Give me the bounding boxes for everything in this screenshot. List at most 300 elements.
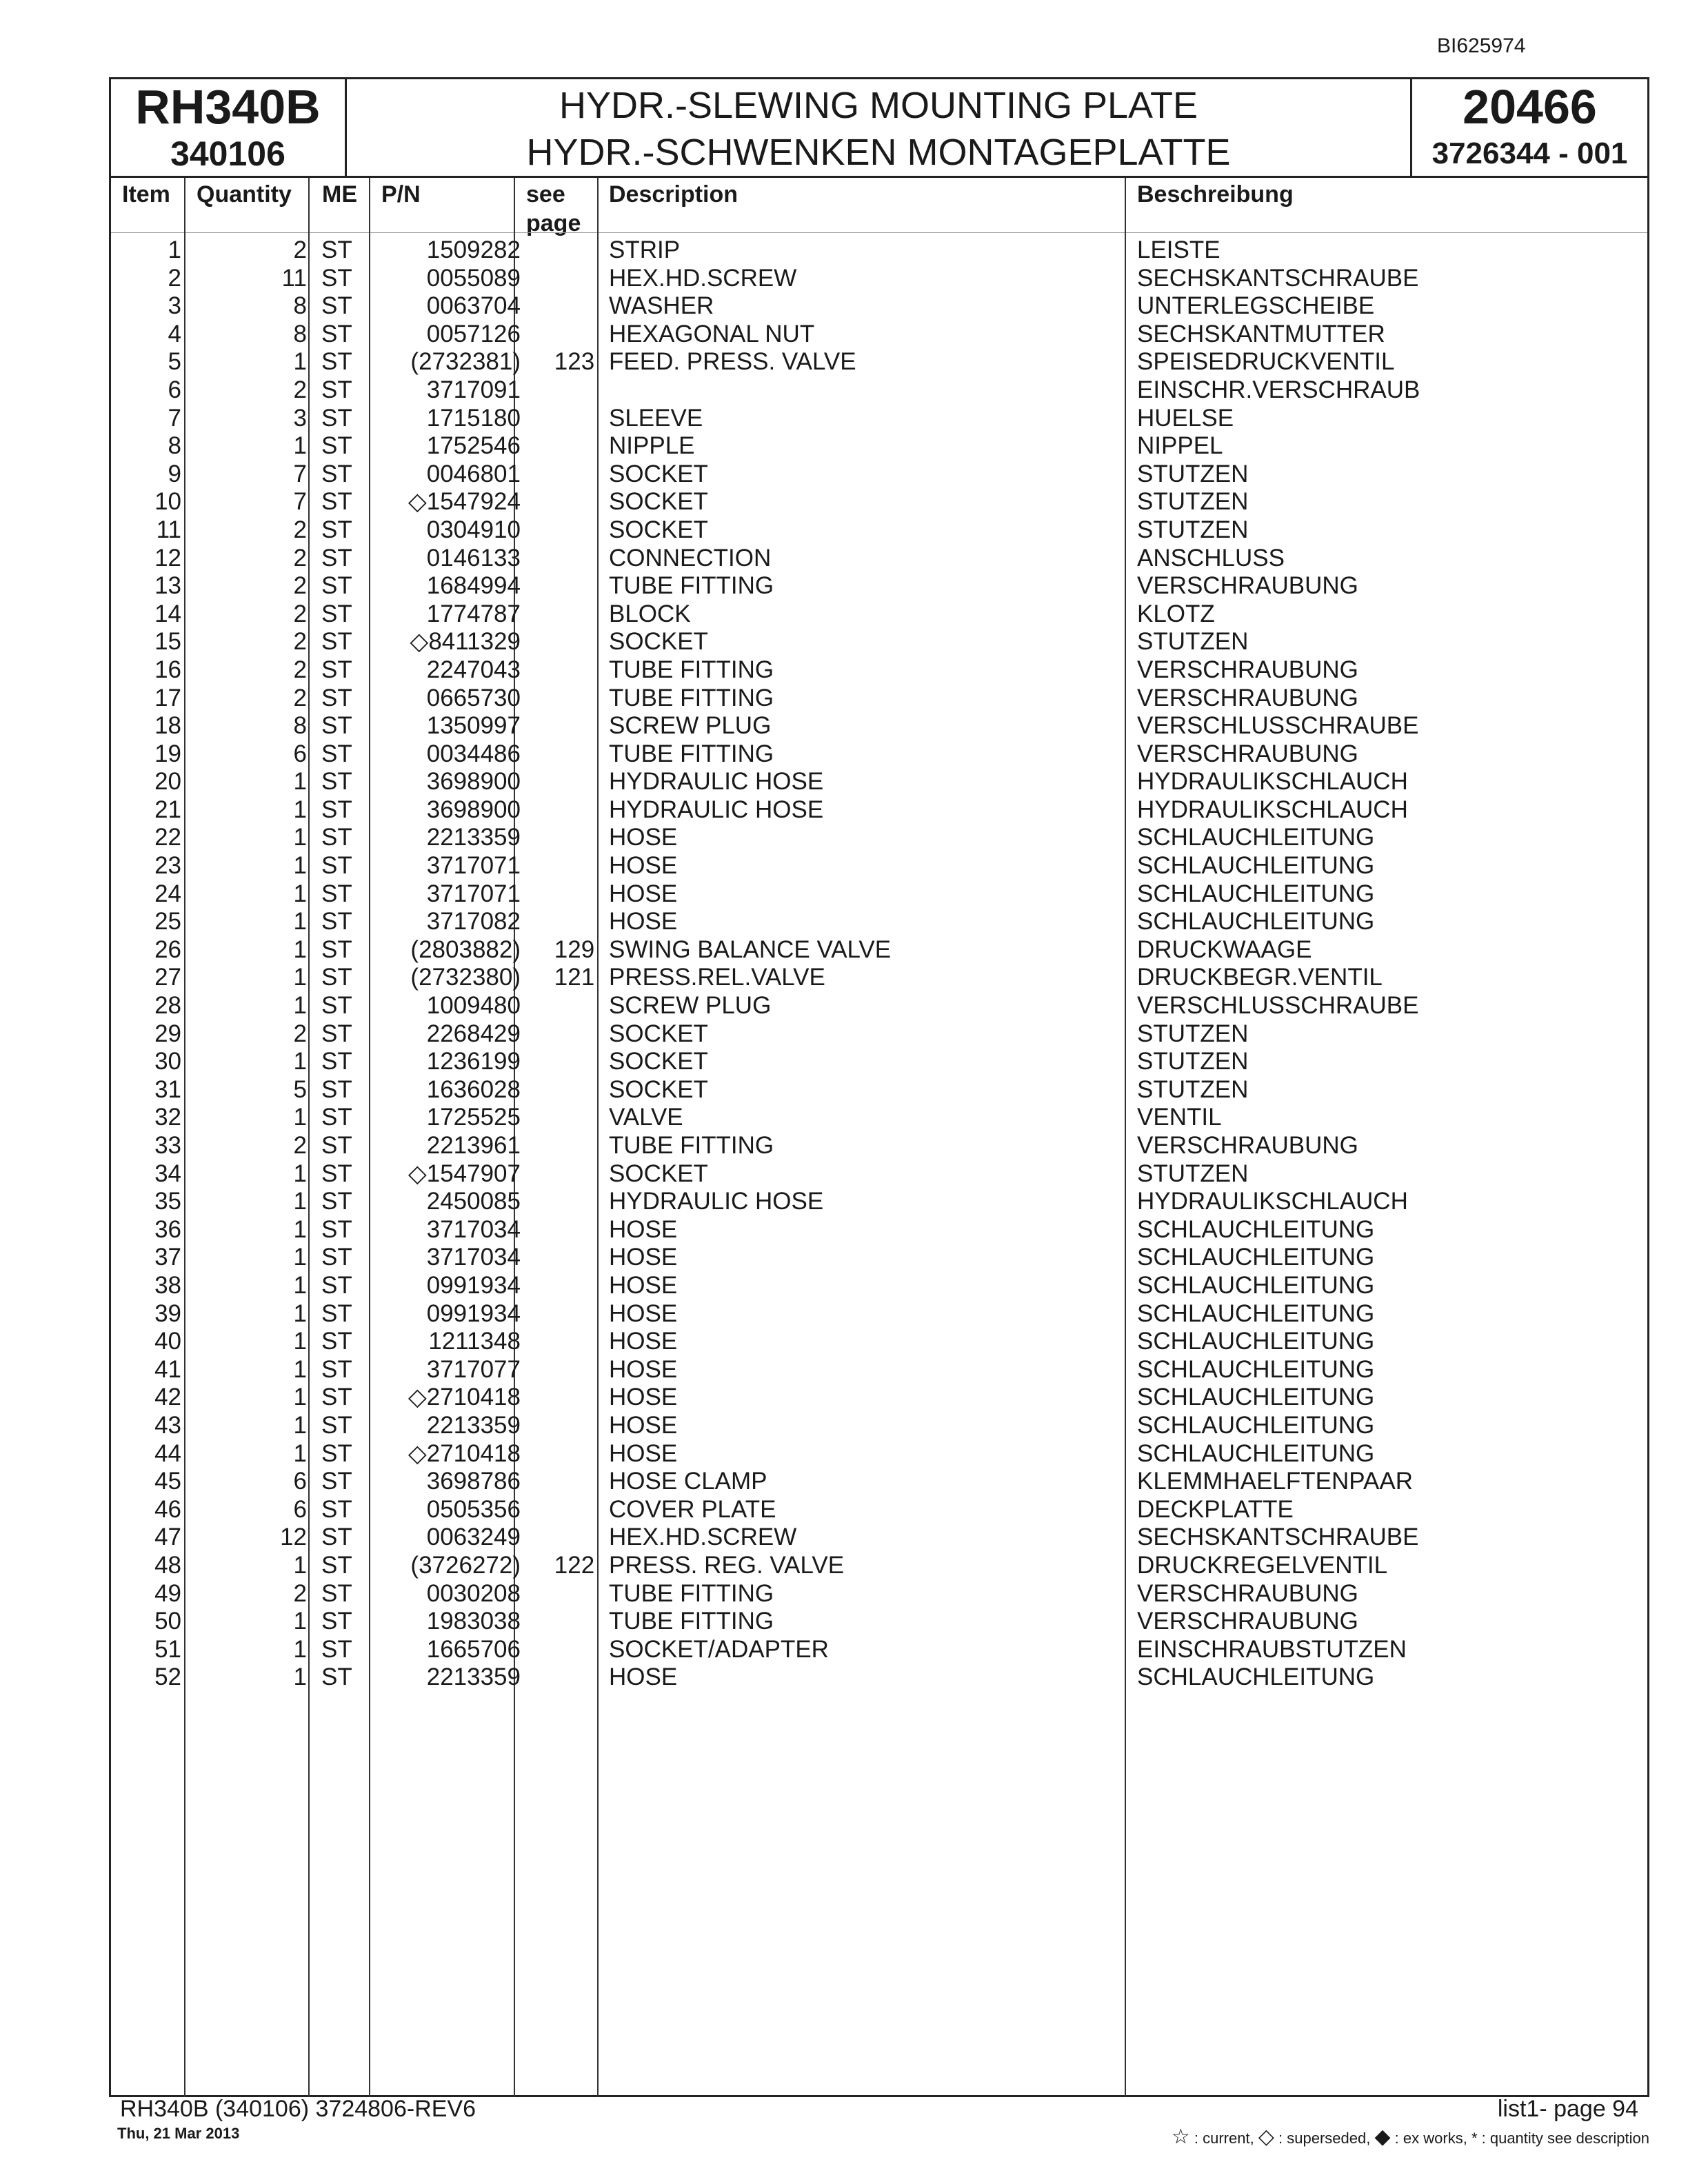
cell-item-number: 22 bbox=[154, 824, 181, 851]
table-row bbox=[111, 236, 1647, 265]
cell-quantity: 2 bbox=[293, 656, 307, 683]
cell-beschreibung: SCHLAUCHLEITUNG bbox=[1137, 1271, 1375, 1299]
cell-item-number: 6 bbox=[168, 376, 181, 403]
cell-quantity: 1 bbox=[293, 432, 307, 460]
cell-beschreibung: SCHLAUCHLEITUNG bbox=[1137, 1244, 1375, 1271]
cell-unit: ST bbox=[321, 880, 352, 907]
cell-item-number: 36 bbox=[154, 1215, 181, 1243]
cell-unit: ST bbox=[321, 236, 352, 263]
cell-unit: ST bbox=[321, 824, 352, 851]
cell-description: SLEEVE bbox=[609, 404, 703, 432]
column-header-beschreibung: Beschreibung bbox=[1137, 181, 1294, 208]
cell-item-number: 40 bbox=[154, 1328, 181, 1355]
cell-quantity: 7 bbox=[293, 488, 307, 516]
table-row bbox=[111, 740, 1647, 769]
cell-quantity: 1 bbox=[293, 1300, 307, 1327]
cell-unit: ST bbox=[321, 1300, 352, 1327]
cell-item-number: 25 bbox=[154, 908, 181, 936]
table-row bbox=[111, 1020, 1647, 1049]
table-row bbox=[111, 964, 1647, 992]
table-row bbox=[111, 1608, 1647, 1636]
cell-item-number: 7 bbox=[168, 404, 181, 432]
cell-quantity: 2 bbox=[293, 516, 307, 543]
table-row bbox=[111, 1384, 1647, 1412]
asterisk-icon: * bbox=[1471, 2130, 1478, 2147]
cell-quantity: 1 bbox=[293, 1328, 307, 1355]
cell-unit: ST bbox=[321, 1048, 352, 1075]
group-reference: 3726344 - 001 bbox=[1431, 136, 1628, 170]
cell-beschreibung: STUTZEN bbox=[1137, 1160, 1249, 1187]
cell-quantity: 1 bbox=[293, 936, 307, 963]
cell-item-number: 16 bbox=[154, 656, 181, 683]
table-row bbox=[111, 1356, 1647, 1384]
table-row bbox=[111, 1664, 1647, 1692]
cell-description: HYDRAULIC HOSE bbox=[609, 796, 824, 823]
cell-description: SOCKET bbox=[609, 1075, 708, 1103]
legend-ex-works: : ex works, bbox=[1394, 2130, 1467, 2147]
cell-beschreibung: VERSCHLUSSCHRAUBE bbox=[1137, 992, 1419, 1020]
cell-part-number: 3698900 bbox=[426, 796, 521, 823]
column-header-me: ME bbox=[322, 181, 357, 208]
table-row bbox=[111, 572, 1647, 600]
cell-part-number: 2213961 bbox=[426, 1132, 521, 1159]
cell-part-number: 1665706 bbox=[426, 1635, 521, 1663]
cell-part-number: 2247043 bbox=[426, 656, 521, 683]
cell-item-number: 41 bbox=[154, 1355, 181, 1383]
cell-part-number: ◇1547924 bbox=[408, 488, 521, 516]
cell-unit: ST bbox=[321, 572, 352, 600]
footer-page-number: list1- page 94 bbox=[1497, 2096, 1638, 2122]
cell-quantity: 6 bbox=[293, 740, 307, 767]
cell-quantity: 1 bbox=[293, 1244, 307, 1271]
table-row bbox=[111, 1300, 1647, 1328]
legend-quantity: : quantity see description bbox=[1481, 2130, 1649, 2147]
table-row bbox=[111, 1160, 1647, 1189]
cell-unit: ST bbox=[321, 1608, 352, 1635]
cell-unit: ST bbox=[321, 1104, 352, 1131]
cell-beschreibung: SPEISEDRUCKVENTIL bbox=[1137, 348, 1395, 376]
cell-part-number: 1350997 bbox=[426, 712, 521, 740]
cell-part-number: 3698786 bbox=[426, 1468, 521, 1495]
cell-item-number: 13 bbox=[154, 572, 181, 600]
cell-description: HOSE bbox=[609, 908, 678, 936]
cell-unit: ST bbox=[321, 264, 352, 292]
cell-quantity: 1 bbox=[293, 1635, 307, 1663]
cell-unit: ST bbox=[321, 1439, 352, 1467]
column-header-divider bbox=[111, 232, 1647, 233]
cell-item-number: 14 bbox=[154, 600, 181, 627]
cell-description: TUBE FITTING bbox=[609, 740, 774, 767]
cell-item-number: 23 bbox=[154, 852, 181, 880]
cell-quantity: 2 bbox=[293, 1132, 307, 1159]
footer-document-reference: RH340B (340106) 3724806-REV6 bbox=[120, 2096, 476, 2122]
cell-description: PRESS. REG. VALVE bbox=[609, 1551, 845, 1579]
cell-unit: ST bbox=[321, 460, 352, 487]
cell-beschreibung: VERSCHRAUBUNG bbox=[1137, 740, 1358, 767]
cell-description: SOCKET bbox=[609, 460, 708, 487]
cell-description: HOSE bbox=[609, 1355, 678, 1383]
cell-unit: ST bbox=[321, 1524, 352, 1551]
cell-unit: ST bbox=[321, 852, 352, 880]
cell-quantity: 2 bbox=[293, 600, 307, 627]
parts-table-body bbox=[111, 236, 1647, 1692]
cell-quantity: 1 bbox=[293, 1384, 307, 1411]
cell-quantity: 2 bbox=[293, 572, 307, 600]
cell-part-number: 2268429 bbox=[426, 1020, 521, 1047]
table-row bbox=[111, 1496, 1647, 1524]
cell-quantity: 7 bbox=[293, 460, 307, 487]
cell-see-page: 123 bbox=[554, 348, 595, 376]
cell-part-number: 1236199 bbox=[426, 1048, 521, 1075]
cell-part-number: 3717091 bbox=[426, 376, 521, 403]
cell-description: FEED. PRESS. VALVE bbox=[609, 348, 856, 376]
table-row bbox=[111, 936, 1647, 964]
cell-unit: ST bbox=[321, 1579, 352, 1607]
column-header-quantity: Quantity bbox=[197, 181, 292, 208]
cell-item-number: 49 bbox=[154, 1579, 181, 1607]
table-row bbox=[111, 656, 1647, 685]
cell-quantity: 1 bbox=[293, 1411, 307, 1439]
cell-unit: ST bbox=[321, 1271, 352, 1299]
table-row bbox=[111, 1328, 1647, 1356]
cell-item-number: 38 bbox=[154, 1271, 181, 1299]
cell-quantity: 1 bbox=[293, 1160, 307, 1187]
cell-part-number: 3698900 bbox=[426, 768, 521, 796]
cell-unit: ST bbox=[321, 684, 352, 711]
cell-description: BLOCK bbox=[609, 600, 691, 627]
cell-quantity: 1 bbox=[293, 1188, 307, 1215]
cell-part-number: 2213359 bbox=[426, 1664, 521, 1691]
cell-beschreibung: SCHLAUCHLEITUNG bbox=[1137, 1411, 1375, 1439]
cell-beschreibung: STUTZEN bbox=[1137, 460, 1249, 487]
cell-description: TUBE FITTING bbox=[609, 656, 774, 683]
cell-description: HOSE bbox=[609, 880, 678, 907]
model-name: RH340B bbox=[135, 80, 321, 134]
cell-beschreibung: VERSCHLUSSCHRAUBE bbox=[1137, 712, 1419, 740]
cell-unit: ST bbox=[321, 740, 352, 767]
cell-item-number: 39 bbox=[154, 1300, 181, 1327]
cell-item-number: 26 bbox=[154, 936, 181, 963]
table-row bbox=[111, 545, 1647, 573]
cell-description: HOSE bbox=[609, 852, 678, 880]
cell-quantity: 5 bbox=[293, 1075, 307, 1103]
cell-description: SCREW PLUG bbox=[609, 712, 772, 740]
cell-part-number: 3717082 bbox=[426, 908, 521, 936]
cell-beschreibung: HYDRAULIKSCHLAUCH bbox=[1137, 768, 1408, 796]
cell-quantity: 1 bbox=[293, 880, 307, 907]
cell-item-number: 47 bbox=[154, 1524, 181, 1551]
cell-part-number: (2803882) bbox=[410, 936, 521, 963]
cell-item-number: 10 bbox=[154, 488, 181, 516]
cell-description: HOSE bbox=[609, 1215, 678, 1243]
table-row bbox=[111, 908, 1647, 936]
cell-quantity: 11 bbox=[281, 264, 307, 292]
cell-part-number: 1636028 bbox=[426, 1075, 521, 1103]
cell-item-number: 28 bbox=[154, 992, 181, 1020]
cell-quantity: 1 bbox=[293, 796, 307, 823]
cell-part-number: (2732380) bbox=[410, 964, 521, 991]
cell-unit: ST bbox=[321, 1355, 352, 1383]
cell-description: PRESS.REL.VALVE bbox=[609, 964, 825, 991]
cell-part-number: 3717071 bbox=[426, 880, 521, 907]
cell-quantity: 1 bbox=[293, 1551, 307, 1579]
cell-item-number: 1 bbox=[168, 236, 181, 263]
cell-item-number: 24 bbox=[154, 880, 181, 907]
cell-quantity: 1 bbox=[293, 852, 307, 880]
cell-part-number: 3717077 bbox=[426, 1355, 521, 1383]
cell-part-number: 0063704 bbox=[426, 292, 521, 320]
column-header-see: see bbox=[526, 181, 565, 208]
table-row bbox=[111, 265, 1647, 293]
cell-quantity: 2 bbox=[293, 236, 307, 263]
cell-beschreibung: STUTZEN bbox=[1137, 516, 1249, 543]
cell-item-number: 27 bbox=[154, 964, 181, 991]
cell-unit: ST bbox=[321, 936, 352, 963]
parts-list-frame bbox=[109, 77, 1649, 2097]
cell-item-number: 30 bbox=[154, 1048, 181, 1075]
cell-beschreibung: SCHLAUCHLEITUNG bbox=[1137, 908, 1375, 936]
table-row bbox=[111, 516, 1647, 545]
cell-item-number: 37 bbox=[154, 1244, 181, 1271]
cell-unit: ST bbox=[321, 712, 352, 740]
cell-beschreibung: LEISTE bbox=[1137, 236, 1220, 263]
cell-quantity: 2 bbox=[293, 544, 307, 572]
cell-description: SWING BALANCE VALVE bbox=[609, 936, 892, 963]
cell-beschreibung: SCHLAUCHLEITUNG bbox=[1137, 1384, 1375, 1411]
cell-quantity: 2 bbox=[293, 376, 307, 403]
cell-quantity: 1 bbox=[293, 1104, 307, 1131]
cell-item-number: 35 bbox=[154, 1188, 181, 1215]
cell-beschreibung: SCHLAUCHLEITUNG bbox=[1137, 852, 1375, 880]
cell-part-number: 3717071 bbox=[426, 852, 521, 880]
cell-quantity: 1 bbox=[293, 768, 307, 796]
cell-description: SOCKET/ADAPTER bbox=[609, 1635, 829, 1663]
cell-unit: ST bbox=[321, 768, 352, 796]
table-row bbox=[111, 321, 1647, 349]
table-row bbox=[111, 628, 1647, 656]
cell-beschreibung: VERSCHRAUBUNG bbox=[1137, 656, 1358, 683]
cell-quantity: 12 bbox=[280, 1524, 307, 1551]
diamond-filled-icon: ◆ bbox=[1374, 2125, 1391, 2148]
legend-current: : current, bbox=[1194, 2130, 1254, 2147]
cell-part-number: 0046801 bbox=[426, 460, 521, 487]
cell-description: HOSE bbox=[609, 1271, 678, 1299]
cell-description: WASHER bbox=[609, 292, 714, 320]
table-row bbox=[111, 768, 1647, 796]
cell-see-page: 121 bbox=[554, 964, 595, 991]
cell-part-number: 1684994 bbox=[426, 572, 521, 600]
cell-unit: ST bbox=[321, 796, 352, 823]
cell-beschreibung: DRUCKWAAGE bbox=[1137, 936, 1312, 963]
cell-description: SOCKET bbox=[609, 1020, 708, 1047]
cell-unit: ST bbox=[321, 1188, 352, 1215]
cell-item-number: 9 bbox=[168, 460, 181, 487]
cell-beschreibung: VERSCHRAUBUNG bbox=[1137, 684, 1358, 711]
cell-beschreibung: SCHLAUCHLEITUNG bbox=[1137, 1439, 1375, 1467]
table-row bbox=[111, 432, 1647, 461]
cell-description: HOSE CLAMP bbox=[609, 1468, 767, 1495]
table-row bbox=[111, 1216, 1647, 1244]
cell-description: HEXAGONAL NUT bbox=[609, 320, 815, 347]
cell-quantity: 1 bbox=[293, 908, 307, 936]
cell-part-number: ◇8411329 bbox=[410, 628, 521, 656]
cell-description: HYDRAULIC HOSE bbox=[609, 768, 824, 796]
cell-unit: ST bbox=[321, 1244, 352, 1271]
cell-unit: ST bbox=[321, 376, 352, 403]
table-row bbox=[111, 1412, 1647, 1440]
cell-beschreibung: STUTZEN bbox=[1137, 1020, 1249, 1047]
cell-unit: ST bbox=[321, 488, 352, 516]
cell-unit: ST bbox=[321, 1551, 352, 1579]
cell-quantity: 3 bbox=[293, 404, 307, 432]
cell-unit: ST bbox=[321, 1468, 352, 1495]
cell-item-number: 32 bbox=[154, 1104, 181, 1131]
cell-unit: ST bbox=[321, 1160, 352, 1187]
cell-beschreibung: DRUCKBEGR.VENTIL bbox=[1137, 964, 1383, 991]
cell-beschreibung: SECHSKANTSCHRAUBE bbox=[1137, 264, 1419, 292]
table-row bbox=[111, 824, 1647, 852]
table-row bbox=[111, 1636, 1647, 1664]
cell-unit: ST bbox=[321, 1215, 352, 1243]
cell-item-number: 44 bbox=[154, 1439, 181, 1467]
column-header-item: Item bbox=[122, 181, 170, 208]
cell-description: NIPPLE bbox=[609, 432, 695, 460]
cell-item-number: 19 bbox=[154, 740, 181, 767]
cell-description: HOSE bbox=[609, 824, 678, 851]
table-row bbox=[111, 685, 1647, 713]
cell-unit: ST bbox=[321, 516, 352, 543]
cell-part-number: 0055089 bbox=[426, 264, 521, 292]
cell-quantity: 2 bbox=[293, 628, 307, 656]
cell-part-number: 0991934 bbox=[426, 1271, 521, 1299]
column-header-see-page bbox=[526, 180, 581, 238]
cell-part-number: 2450085 bbox=[426, 1188, 521, 1215]
title-german: HYDR.-SCHWENKEN MONTAGEPLATTE bbox=[526, 132, 1231, 173]
cell-item-number: 12 bbox=[154, 544, 181, 572]
cell-quantity: 1 bbox=[293, 1608, 307, 1635]
cell-unit: ST bbox=[321, 292, 352, 320]
column-header-page: page bbox=[526, 210, 581, 236]
cell-part-number: 1211348 bbox=[428, 1328, 521, 1355]
cell-item-number: 5 bbox=[168, 348, 181, 376]
table-row bbox=[111, 348, 1647, 376]
cell-part-number: 0063249 bbox=[426, 1524, 521, 1551]
cell-description: HEX.HD.SCREW bbox=[609, 1524, 797, 1551]
cell-see-page: 129 bbox=[554, 936, 595, 963]
cell-part-number: ◇2710418 bbox=[408, 1439, 521, 1467]
cell-beschreibung: STUTZEN bbox=[1137, 488, 1249, 516]
cell-beschreibung: KLOTZ bbox=[1137, 600, 1215, 627]
star-outline-icon: ☆ bbox=[1171, 2125, 1190, 2148]
cell-description: VALVE bbox=[609, 1104, 683, 1131]
cell-quantity: 2 bbox=[293, 1020, 307, 1047]
cell-unit: ST bbox=[321, 348, 352, 376]
table-row bbox=[111, 1132, 1647, 1160]
cell-see-page: 122 bbox=[554, 1551, 595, 1579]
cell-beschreibung: NIPPEL bbox=[1137, 432, 1223, 460]
cell-description: SOCKET bbox=[609, 516, 708, 543]
model-box bbox=[111, 79, 347, 176]
cell-unit: ST bbox=[321, 992, 352, 1020]
cell-part-number: (3726272) bbox=[410, 1551, 521, 1579]
table-row bbox=[111, 376, 1647, 405]
cell-beschreibung: VERSCHRAUBUNG bbox=[1137, 1608, 1358, 1635]
cell-description: SOCKET bbox=[609, 1160, 708, 1187]
cell-beschreibung: KLEMMHAELFTENPAAR bbox=[1137, 1468, 1413, 1495]
cell-part-number: 1983038 bbox=[426, 1608, 521, 1635]
symbol-legend bbox=[1172, 2125, 1649, 2149]
table-row bbox=[111, 405, 1647, 433]
cell-beschreibung: STUTZEN bbox=[1137, 628, 1249, 656]
cell-unit: ST bbox=[321, 1384, 352, 1411]
cell-beschreibung: STUTZEN bbox=[1137, 1048, 1249, 1075]
cell-description: HEX.HD.SCREW bbox=[609, 264, 797, 292]
cell-description: HOSE bbox=[609, 1384, 678, 1411]
cell-beschreibung: SECHSKANTSCHRAUBE bbox=[1137, 1524, 1419, 1551]
cell-description: HOSE bbox=[609, 1244, 678, 1271]
cell-beschreibung: SCHLAUCHLEITUNG bbox=[1137, 1300, 1375, 1327]
cell-description: STRIP bbox=[609, 236, 681, 263]
diamond-outline-icon: ◇ bbox=[1258, 2125, 1274, 2148]
column-header-pn: P/N bbox=[381, 181, 421, 208]
cell-description: HOSE bbox=[609, 1664, 678, 1691]
table-row bbox=[111, 1580, 1647, 1608]
cell-beschreibung: SCHLAUCHLEITUNG bbox=[1137, 1328, 1375, 1355]
cell-description: TUBE FITTING bbox=[609, 684, 774, 711]
document-id: BI625974 bbox=[1437, 34, 1526, 57]
cell-description: HOSE bbox=[609, 1439, 678, 1467]
cell-beschreibung: ANSCHLUSS bbox=[1137, 544, 1285, 572]
cell-description: HOSE bbox=[609, 1328, 678, 1355]
cell-description: CONNECTION bbox=[609, 544, 772, 572]
cell-description: TUBE FITTING bbox=[609, 1608, 774, 1635]
cell-unit: ST bbox=[321, 656, 352, 683]
cell-part-number: 0665730 bbox=[426, 684, 521, 711]
cell-item-number: 20 bbox=[154, 768, 181, 796]
table-row bbox=[111, 292, 1647, 321]
cell-quantity: 1 bbox=[293, 1048, 307, 1075]
cell-beschreibung: VERSCHRAUBUNG bbox=[1137, 1132, 1358, 1159]
cell-beschreibung: SCHLAUCHLEITUNG bbox=[1137, 824, 1375, 851]
cell-unit: ST bbox=[321, 404, 352, 432]
cell-item-number: 8 bbox=[168, 432, 181, 460]
cell-description: TUBE FITTING bbox=[609, 572, 774, 600]
cell-unit: ST bbox=[321, 908, 352, 936]
cell-unit: ST bbox=[321, 1495, 352, 1523]
cell-part-number: 1725525 bbox=[426, 1104, 521, 1131]
cell-unit: ST bbox=[321, 1635, 352, 1663]
cell-item-number: 31 bbox=[154, 1075, 181, 1103]
cell-part-number: ◇2710418 bbox=[408, 1384, 521, 1411]
cell-item-number: 45 bbox=[154, 1468, 181, 1495]
title-box bbox=[347, 79, 1410, 176]
cell-item-number: 3 bbox=[168, 292, 181, 320]
cell-beschreibung: HYDRAULIKSCHLAUCH bbox=[1137, 796, 1408, 823]
cell-unit: ST bbox=[321, 320, 352, 347]
cell-part-number: 1509282 bbox=[426, 236, 521, 263]
table-row bbox=[111, 1188, 1647, 1216]
cell-unit: ST bbox=[321, 1328, 352, 1355]
cell-item-number: 21 bbox=[154, 796, 181, 823]
cell-description: HOSE bbox=[609, 1411, 678, 1439]
table-row bbox=[111, 488, 1647, 516]
cell-part-number: 0304910 bbox=[426, 516, 521, 543]
cell-item-number: 18 bbox=[154, 712, 181, 740]
cell-description: SOCKET bbox=[609, 628, 708, 656]
cell-unit: ST bbox=[321, 628, 352, 656]
cell-unit: ST bbox=[321, 1132, 352, 1159]
group-box bbox=[1410, 79, 1647, 176]
